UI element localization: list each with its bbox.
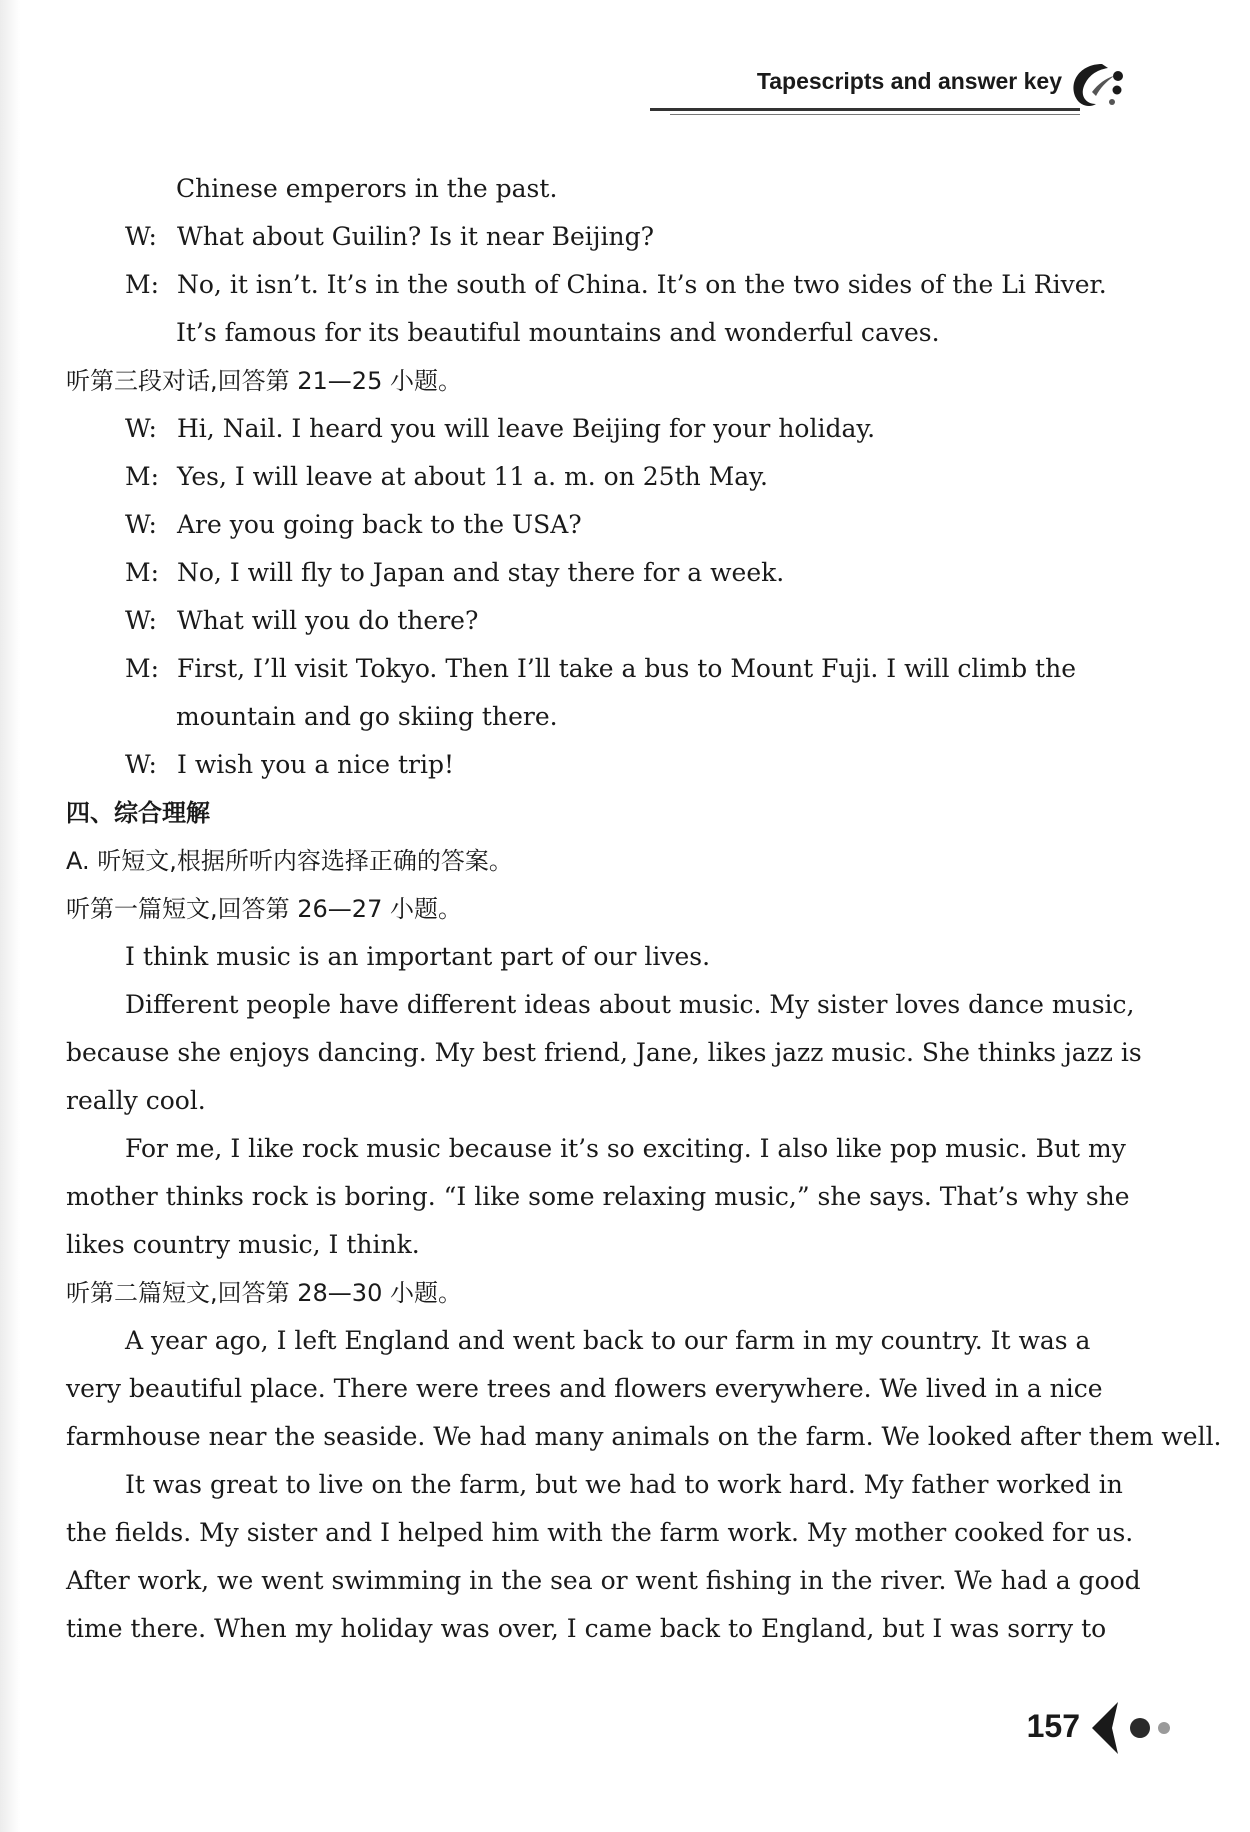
speaker-label: M: (125, 558, 160, 587)
section-heading: 四、综合理解 (66, 799, 210, 827)
line-text: What will you do there? (177, 606, 479, 635)
passage-line: very beautiful place. There were trees and flowers everywhere. We lived in a nice (66, 1374, 1103, 1403)
header-title: Tapescripts and answer key (756, 68, 1062, 94)
speaker-label: W: (125, 750, 157, 779)
speaker-label: W: (125, 606, 157, 635)
dialogue-line (66, 453, 1148, 501)
section-instruction: 听第三段对话,回答第 21—25 小题。 (66, 367, 462, 395)
dialogue-line (66, 309, 1148, 357)
dialogue-line (66, 549, 1148, 597)
dialogue-line (66, 405, 1148, 453)
dialogue-line (66, 597, 1148, 645)
passage-line: likes country music, I think. (66, 1230, 420, 1259)
speaker-label: W: (125, 414, 157, 443)
speaker-label: W: (125, 222, 157, 251)
page-number: 157 (1026, 1708, 1080, 1744)
line-text: mountain and go skiing there. (176, 702, 558, 731)
page-footer (990, 1698, 1220, 1758)
line-text: Hi, Nail. I heard you will leave Beijing for your holiday. (177, 414, 876, 443)
page-edge (0, 0, 20, 1832)
passage-line: really cool. (66, 1086, 206, 1115)
line-text: It’s famous for its beautiful mountains and wonderful caves. (176, 318, 940, 347)
passage-line: farmhouse near the seaside. We had many animals on the farm. We looked after them well. (66, 1422, 1222, 1451)
speaker-label: W: (125, 510, 157, 539)
speaker-label: M: (125, 462, 160, 491)
passage-line: time there. When my holiday was over, I came back to England, but I was sorry to (66, 1614, 1107, 1643)
passage-line: Different people have different ideas about music. My sister loves dance music, (125, 990, 1135, 1019)
dialogue-line (66, 261, 1148, 309)
passage-line: It was great to live on the farm, but we had to work hard. My father worked in (125, 1470, 1123, 1499)
dialogue-line (66, 645, 1148, 693)
line-text: Yes, I will leave at about 11 a. m. on 25th May. (177, 462, 768, 491)
page-header (640, 62, 1140, 122)
passage-line: For me, I like rock music because it’s so exciting. I also like pop music. But my (125, 1134, 1126, 1163)
section-instruction: A. 听短文,根据所听内容选择正确的答案。 (66, 847, 513, 875)
dialogue-line (66, 501, 1148, 549)
line-text: First, I’ll visit Tokyo. Then I’ll take a bus to Mount Fuji. I will climb the (177, 654, 1076, 683)
dialogue-line (66, 741, 1148, 789)
line-text: I wish you a nice trip! (177, 750, 455, 779)
header-swoosh-icon (1062, 58, 1132, 118)
section-instruction: 听第一篇短文,回答第 26—27 小题。 (66, 895, 462, 923)
header-rule (650, 108, 1080, 111)
page-content (66, 165, 1222, 1653)
passage-line: A year ago, I left England and went back to our farm in my country. It was a (125, 1326, 1091, 1355)
speaker-label: M: (125, 270, 160, 299)
passage-line: I think music is an important part of our lives. (125, 942, 711, 971)
passage-line: After work, we went swimming in the sea or went fishing in the river. We had a good (66, 1566, 1141, 1595)
header-rule-thin (670, 114, 1080, 115)
arrow-dots-icon (1088, 1698, 1200, 1758)
line-text: Chinese emperors in the past. (176, 174, 558, 203)
line-text: No, it isn’t. It’s in the south of China. It’s on the two sides of the Li River. (177, 270, 1107, 299)
line-text: No, I will fly to Japan and stay there for a week. (177, 558, 785, 587)
section-instruction: 听第二篇短文,回答第 28—30 小题。 (66, 1279, 462, 1307)
passage-line: because she enjoys dancing. My best friend, Jane, likes jazz music. She thinks jazz is (66, 1038, 1142, 1067)
dialogue-line (66, 213, 1148, 261)
line-text: What about Guilin? Is it near Beijing? (177, 222, 655, 251)
line-text: Are you going back to the USA? (177, 510, 582, 539)
dialogue-line (66, 165, 1148, 213)
passage-line: mother thinks rock is boring. “I like some relaxing music,” she says. That’s why she (66, 1182, 1130, 1211)
passage-line: the fields. My sister and I helped him with the farm work. My mother cooked for us. (66, 1518, 1134, 1547)
dialogue-line (66, 693, 1148, 741)
speaker-label: M: (125, 654, 160, 683)
